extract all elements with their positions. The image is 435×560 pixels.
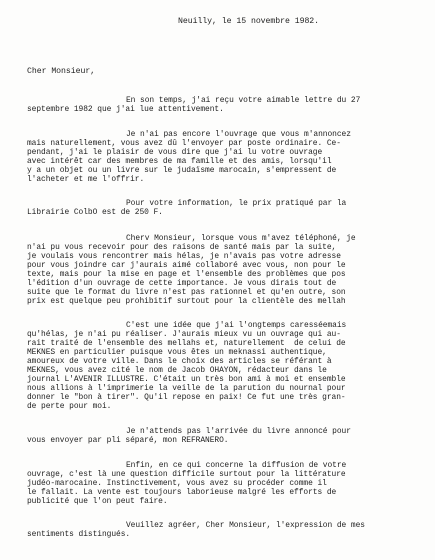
- letter-line: C'est une idée que j'ai l'ongtemps caresséemais: [126, 321, 347, 330]
- letter-line: l'édition d'un ouvrage de cette importance. Je vous dirais tout de: [27, 279, 337, 288]
- letter-line: ouvrage, c'est là une question difficile surtout pour la littérature: [27, 470, 346, 479]
- letter-line: amoureux de votre ville. Dans le choix des articles se référant à: [27, 357, 332, 366]
- letter-line: pendant, j'ai le plaisir de vous dire que j'ai lu votre ouvrage: [27, 148, 323, 157]
- letter-line: MEKNES en particulier puisque vous êtes un meknassi authentique,: [27, 348, 327, 357]
- letter-line: Veuillez agréer, Cher Monsieur, l'expression de mes: [126, 521, 365, 530]
- letter-line: Je n'attends pas l'arrivée du livre annoncé pour: [126, 427, 351, 436]
- letter-line: Pour votre information, le prix pratiqué par la: [126, 199, 347, 208]
- letter-line: pour vous joindre car j'aurais aimé collaboré avec vous, non pour le: [27, 261, 346, 270]
- letter-line: l'acheter et me l'offrir.: [27, 175, 145, 184]
- letter-line: y a un objet ou un livre sur le judaïsme marocain, s'empressent de: [27, 166, 337, 175]
- letter-line: MEKNES, vous avez cité le nom de Jacob OHAYON, rédacteur dans le: [27, 366, 327, 375]
- letter-line: Enfin, en ce qui concerne la diffusion de votre: [126, 461, 347, 470]
- letter-line: le fallait. La vente est toujours laborieuse malgré les efforts de: [27, 488, 337, 497]
- letter-line: nous allions à l'imprimerie la veille de la parution du nournal pour: [27, 384, 346, 393]
- letter-line: judéo-marocaine. Instinctivement, vous avez su procéder comme il: [27, 479, 327, 488]
- letter-line: mais naturellement, vous avez dû l'envoyer par poste ordinaire. Ce-: [27, 139, 341, 148]
- letter-line: vous envoyer par pli séparé, mon REFRANERO.: [27, 436, 229, 445]
- letter-line: Librairie ColbO est de 250 F.: [27, 208, 163, 217]
- letter-line: publicité que l'on peut faire.: [27, 497, 168, 506]
- letter-line: texte, mais pour la mise en page et l'ensemble des problèmes que pos: [27, 270, 346, 279]
- letter-date: Neuilly, le 15 novembre 1982.: [178, 17, 320, 26]
- letter-line: donner le "bon à tirer". Qu'il repose en paix! Ce fut une très gran-: [27, 393, 346, 402]
- letter-line: rait traité de l'ensemble des mellahs et, naturellement de celui de: [27, 339, 346, 348]
- letter-line: septembre 1982 que j'ai lue attentivement.: [27, 105, 224, 114]
- letter-line: prix est quelque peu prohibitif surtout pour la clientèle des mellah: [27, 297, 346, 306]
- letter-line: qu'hélas, je n'ai pu réaliser. J'aurais mieux vu un ouvrage qui au-: [27, 330, 341, 339]
- letter-greeting: Cher Monsieur,: [27, 67, 96, 76]
- letter-line: avec intérêt car des membres de ma famille et des amis, lorsqu'il: [27, 157, 332, 166]
- letter-line: sentiments distingués.: [27, 530, 131, 539]
- letter-line: En son temps, j'ai reçu votre aimable lettre du 27: [126, 96, 361, 105]
- letter-line: suite que le format du livre n'est pas rationnel et qu'en outre, son: [27, 288, 346, 297]
- letter-line: Cherv Monsieur, lorsque vous m'avez téléphoné, je: [126, 234, 356, 243]
- letter-line: journal L'AVENIR ILLUSTRE. C'était un très bon ami à moi et ensemble: [27, 375, 346, 384]
- letter-line: Je n'ai pas encore l'ouvrage que vous m'annoncez: [126, 130, 351, 139]
- letter-line: de perte pour moi.: [27, 402, 112, 411]
- letter-line: je voulais vous rencontrer mais hélas, je n'avais pas votre adresse: [27, 252, 341, 261]
- letter-line: n'ai pu vous recevoir pour des raisons de santé mais par la suite,: [27, 243, 337, 252]
